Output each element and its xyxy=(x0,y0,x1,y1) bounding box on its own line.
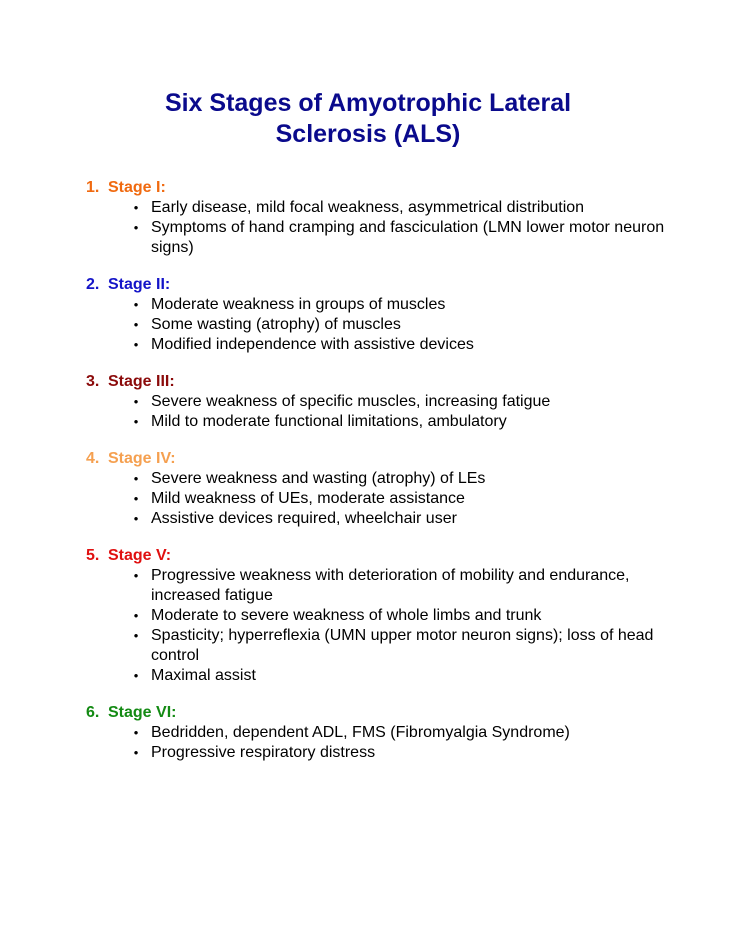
bullet-icon: • xyxy=(133,568,139,583)
bullet-icon: • xyxy=(133,608,139,623)
list-item xyxy=(86,469,671,489)
stage-number: 4. xyxy=(86,450,100,467)
stage-heading xyxy=(86,546,686,566)
list-item xyxy=(86,489,671,509)
bullet-icon: • xyxy=(133,200,139,215)
stage-heading xyxy=(86,178,686,198)
stage-section xyxy=(86,178,686,258)
bullet-list xyxy=(86,723,686,763)
stage-section xyxy=(86,372,686,432)
bullet-list xyxy=(86,566,686,686)
bullet-icon: • xyxy=(133,628,139,643)
stage-label: Stage V: xyxy=(108,547,172,564)
bullet-text: Mild to moderate functional limitations, ambulatory xyxy=(151,413,507,430)
list-item xyxy=(86,392,671,412)
stage-section xyxy=(86,449,686,529)
stage-number: 5. xyxy=(86,547,100,564)
bullet-text: Early disease, mild focal weakness, asymmetrical distribution xyxy=(151,199,585,216)
stage-label: Stage III: xyxy=(108,373,175,390)
bullet-text: Severe weakness and wasting (atrophy) of LEs xyxy=(151,470,486,487)
stage-label: Stage VI: xyxy=(108,704,177,721)
list-item xyxy=(86,412,671,432)
bullet-icon: • xyxy=(133,491,139,506)
bullet-text: Progressive weakness with deterioration of mobility and endurance, increased fatigue xyxy=(151,567,630,604)
bullet-list xyxy=(86,469,686,529)
list-item xyxy=(86,218,671,258)
bullet-icon: • xyxy=(133,220,139,235)
stage-number: 2. xyxy=(86,276,100,293)
stage-label: Stage I: xyxy=(108,179,166,196)
bullet-text: Bedridden, dependent ADL, FMS (Fibromyalgia Syndrome) xyxy=(151,724,570,741)
bullet-icon: • xyxy=(133,668,139,683)
bullet-text: Some wasting (atrophy) of muscles xyxy=(151,316,401,333)
bullet-list xyxy=(86,198,686,258)
list-item xyxy=(86,566,671,606)
list-item xyxy=(86,626,671,666)
bullet-text: Spasticity; hyperreflexia (UMN upper motor neuron signs); loss of head control xyxy=(151,627,654,664)
bullet-text: Moderate to severe weakness of whole limbs and trunk xyxy=(151,607,542,624)
list-item xyxy=(86,295,671,315)
list-item xyxy=(86,335,671,355)
bullet-icon: • xyxy=(133,414,139,429)
bullet-icon: • xyxy=(133,745,139,760)
stage-section xyxy=(86,275,686,355)
bullet-icon: • xyxy=(133,725,139,740)
title-line-1: Six Stages of Amyotrophic Lateral xyxy=(164,89,572,117)
list-item xyxy=(86,198,671,218)
stage-label: Stage II: xyxy=(108,276,171,293)
bullet-text: Assistive devices required, wheelchair user xyxy=(151,510,457,527)
stage-heading xyxy=(86,372,686,392)
bullet-icon: • xyxy=(133,337,139,352)
bullet-list xyxy=(86,392,686,432)
list-item xyxy=(86,606,671,626)
bullet-text: Maximal assist xyxy=(151,667,256,684)
bullet-icon: • xyxy=(133,471,139,486)
bullet-text: Severe weakness of specific muscles, increasing fatigue xyxy=(151,393,551,410)
bullet-text: Modified independence with assistive devices xyxy=(151,336,474,353)
bullet-icon: • xyxy=(133,511,139,526)
bullet-text: Progressive respiratory distress xyxy=(151,744,376,761)
list-item xyxy=(86,666,671,686)
bullet-icon: • xyxy=(133,394,139,409)
stage-label: Stage IV: xyxy=(108,450,176,467)
bullet-text: Mild weakness of UEs, moderate assistance xyxy=(151,490,465,507)
stage-number: 1. xyxy=(86,179,100,196)
stage-heading xyxy=(86,449,686,469)
bullet-icon: • xyxy=(133,297,139,312)
page-title xyxy=(0,88,736,150)
stage-heading xyxy=(86,275,686,295)
bullet-text: Moderate weakness in groups of muscles xyxy=(151,296,446,313)
list-item xyxy=(86,509,671,529)
stage-section xyxy=(86,703,686,763)
bullet-icon: • xyxy=(133,317,139,332)
title-line-2: Sclerosis (ALS) xyxy=(275,120,461,148)
bullet-list xyxy=(86,295,686,355)
stage-heading xyxy=(86,703,686,723)
stage-section xyxy=(86,546,686,686)
list-item xyxy=(86,315,671,335)
list-item xyxy=(86,743,671,763)
stage-number: 3. xyxy=(86,373,100,390)
stage-number: 6. xyxy=(86,704,100,721)
stage-list xyxy=(86,178,686,780)
bullet-text: Symptoms of hand cramping and fasciculation (LMN lower motor neuron signs) xyxy=(151,219,665,256)
list-item xyxy=(86,723,671,743)
